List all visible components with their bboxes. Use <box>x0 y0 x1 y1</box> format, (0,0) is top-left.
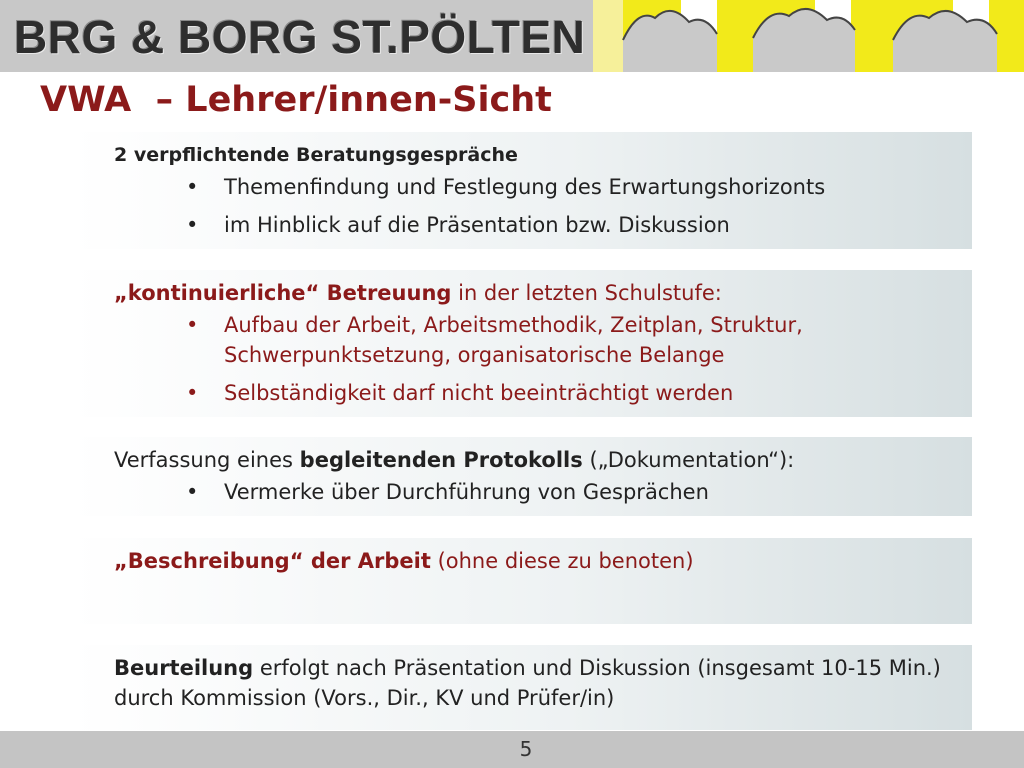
box-heading: „kontinuierliche“ Betreuung in der letzten Schulstufe: <box>114 281 722 305</box>
bullet-list <box>114 310 972 408</box>
content-box-beurteilung <box>72 645 972 730</box>
school-name: BRG & BORG ST.PÖLTEN <box>14 11 586 63</box>
bullet-list <box>114 477 972 507</box>
header-banner <box>0 0 1024 72</box>
bullet-icon: • <box>186 381 199 405</box>
bullet-list <box>114 172 972 240</box>
box-heading: 2 verpflichtende Beratungsgespräche <box>114 144 518 166</box>
box-heading: „Beschreibung“ der Arbeit (ohne diese zu benoten) <box>114 549 694 573</box>
content-box-protokoll <box>72 437 972 516</box>
box-heading: Beurteilung erfolgt nach Präsentation und Diskussion (insgesamt 10-15 Min.) durch Kommission (Vors., Dir., KV und Prüfer/in) <box>114 656 941 710</box>
content-box-beschreibung <box>72 538 972 624</box>
bullet-icon: • <box>186 313 199 337</box>
bullet-icon: • <box>186 213 199 237</box>
page-number: 5 <box>519 737 533 761</box>
list-item: • Aufbau der Arbeit, Arbeitsmethodik, Zeitplan, Struktur, Schwerpunktsetzung, organisatorische Belange <box>114 310 972 370</box>
list-item: • im Hinblick auf die Präsentation bzw. Diskussion <box>114 210 972 240</box>
content-box-betreuung <box>72 270 972 417</box>
bullet-icon: • <box>186 175 199 199</box>
box-heading: Verfassung eines begleitenden Protokolls („Dokumentation“): <box>114 448 795 472</box>
page-title: VWA – Lehrer/innen-Sicht <box>40 80 552 120</box>
bullet-icon: • <box>186 480 199 504</box>
footer-bar <box>0 731 1024 768</box>
list-item: • Selbständigkeit darf nicht beeinträchtigt werden <box>114 378 972 408</box>
list-item: • Themenfindung und Festlegung des Erwartungshorizonts <box>114 172 972 202</box>
list-item: • Vermerke über Durchführung von Gesprächen <box>114 477 972 507</box>
banner-decoration <box>593 0 1024 72</box>
content-box-beratung <box>72 132 972 249</box>
